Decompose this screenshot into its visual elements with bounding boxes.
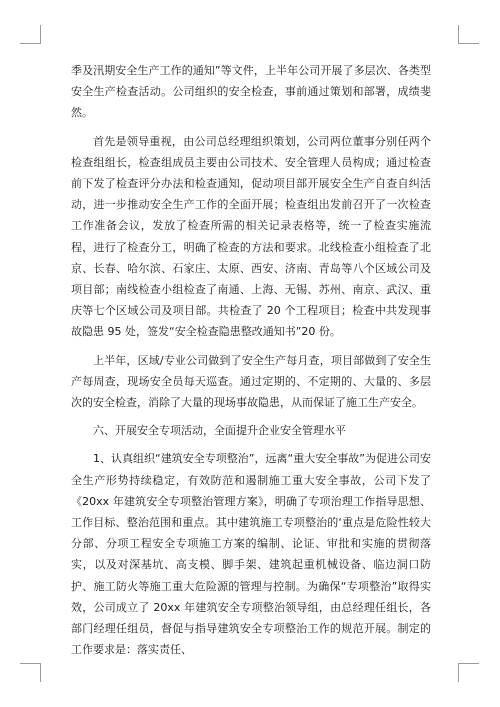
crop-mark-bottom-right [458,663,479,682]
paragraph-4: 1、认真组织“建筑安全专项整治”，远离“重大安全事故”为促进公司安全生产形势持续稳定，有效防范和遏制施工重大安全事故，公司下发了《20xx 年建筑安全专项整治管理方案》，明确了专项治理工作指导思想、工作目标、整治范围和重点。其中建筑施工专项整治的‘重点是危险性较大分部、分项工程安全专项施工方案的编制、论证、审批和实施的贯彻落实，以及对深基坑、高支模、脚手架、建筑起重机械设备、临边洞口防护、施工防火等施工重大危险源的管理与控制。为确保“专项整治”取得实效，公司成立了 20xx 年建筑安全专项整治领导组，由总经理任组长，各部门经理任组员，督促与指导建筑安全专项整治工作的规范开展。制定的工作要求是：落实责任、 [71,452,431,657]
crop-mark-top-right [458,25,479,44]
paragraph-2: 首先是领导重视，由公司总经理组织策划，公司两位董事分别任两个检查组组长，检查组成员主要由公司技术、安全管理人员构成；通过检查前下发了检查评分办法和检查通知，促动项目部开展安全生产自查自纠活动，进一步推动安全生产工作的全面开展；检查组出发前召开了一次检查工作准备会议，发放了检查所需的相关记录表格等，统一了检查实施流程，进行了检查分工，明确了检查的方法和要求。北线检查小组检查了北京、长春、哈尔滨、石家庄、太原、西安、济南、青岛等八个区域公司及项目部；南线检查小组检查了南通、上海、无锡、苏州、南京、武汉、重庆等七个区域公司及项目部。共检查了 20 个工程项目；检查中共发现事故隐患 95 处，签发“安全检查隐患整改通知书”20 份。 [71,134,431,339]
crop-mark-top-left [20,25,41,44]
paragraph-1: 季及汛期安全生产工作的通知”等文件，上半年公司开展了多层次、各类型安全生产检查活动。公司组织的安全检查，事前通过策划和部署，成绩斐然。 [71,64,431,120]
section-heading: 六、开展安全专项活动，全面提升企业安全管理水平 [93,424,346,438]
document-body [71,60,431,660]
crop-mark-bottom-left [20,663,41,682]
paragraph-3: 上半年，区域/专业公司做到了安全生产每月查，项目部做到了安全生产每周查，现场安全员每天巡查。通过定期的、不定期的、大量的、多层次的安全检查，消除了大量的现场事故隐患，从而保证了施工生产安全。 [71,353,431,410]
